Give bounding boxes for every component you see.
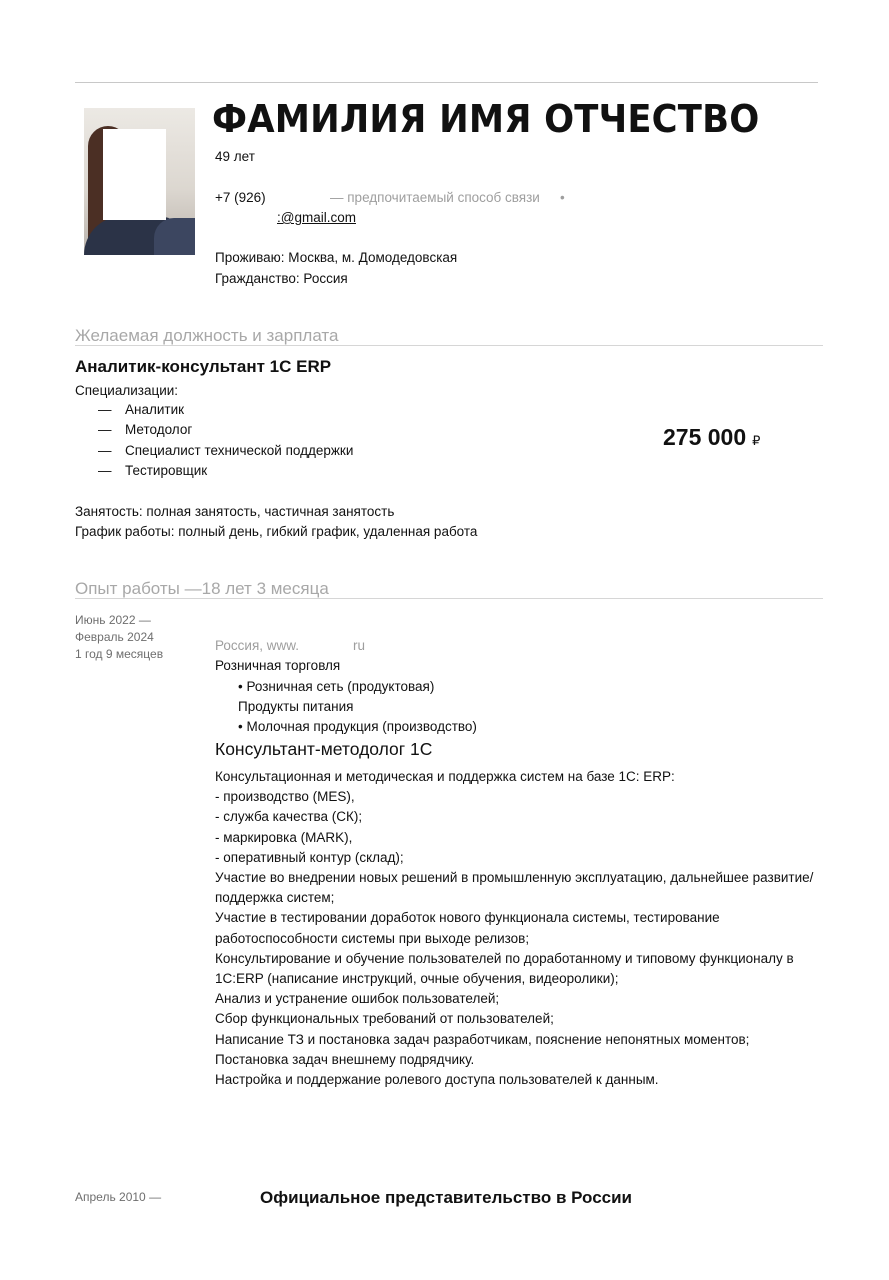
employment: Занятость: полная занятость, частичная занятость — [75, 504, 395, 519]
company-location: Россия, www. — [215, 638, 300, 653]
job-duties — [215, 767, 825, 1090]
duty-line: Написание ТЗ и постановка задач разработчикам, пояснение непонятных моментов; — [215, 1031, 750, 1047]
duty-line: Участие во внедрении новых решений в промышленную эксплуатацию, дальнейшее развитие/поддержка систем; — [215, 870, 814, 906]
schedule: График работы: полный день, гибкий график, удаленная работа — [75, 524, 478, 539]
experience-section-title: Опыт работы —18 лет 3 месяца — [75, 579, 329, 598]
duty-line: Консультационная и методическая и поддержка систем на базе 1С: ERP: — [215, 769, 675, 784]
duty-line: Анализ и устранение ошибок пользователей; — [215, 991, 500, 1007]
phone[interactable]: +7 (926) — [215, 190, 266, 205]
list-item: — Методолог — [98, 422, 193, 438]
duty-line: Постановка задач внешнему подрядчику. — [215, 1051, 475, 1067]
industry-item: Продукты питания — [238, 699, 354, 714]
duty-line: - оперативный контур (склад); — [215, 849, 404, 865]
list-item: — Специалист технической поддержки — [98, 442, 354, 458]
photo-redaction — [103, 129, 166, 220]
salary: 275 000 ₽ — [663, 424, 761, 450]
specializations-label: Специализации: — [75, 383, 179, 398]
job2-company: Официальное представительство в России — [260, 1188, 632, 1207]
email-link[interactable]: :@gmail.com — [277, 210, 356, 225]
company-site-suffix: ru — [353, 638, 366, 653]
desired-section-divider — [75, 345, 823, 346]
desired-section-title: Желаемая должность и зарплата — [75, 326, 339, 345]
citizenship: Гражданство: Россия — [215, 271, 348, 286]
phone-note: — предпочитаемый способ связи — [330, 190, 540, 205]
specializations-list — [98, 400, 353, 482]
duty-line: Консультирование и обучение пользователей по доработанному и типовому функционалу в 1С:ERP (написание инструкций, очные обучения, видеоролики); — [215, 950, 794, 987]
industry-item: • Молочная продукция (производство) — [238, 719, 477, 734]
profile-photo — [84, 108, 195, 255]
currency-symbol: ₽ — [752, 433, 761, 448]
industry-item: • Розничная сеть (продуктовая) — [238, 679, 435, 694]
separator-dot: • — [560, 190, 565, 205]
duty-line: - служба качества (СК); — [215, 809, 363, 825]
desired-position: Аналитик-консультант 1С ERP — [75, 357, 332, 376]
experience-section-divider — [75, 598, 823, 599]
candidate-name: ФАМИЛИЯ ИМЯ ОТЧЕСТВО — [212, 97, 760, 141]
residence: Проживаю: Москва, м. Домодедовская — [215, 250, 458, 265]
duty-line: - производство (MES), — [215, 789, 355, 805]
duty-line: - маркировка (MARK), — [215, 829, 353, 845]
age: 49 лет — [215, 149, 255, 164]
job2-period: Апрель 2010 — — [75, 1190, 162, 1204]
duty-line: Участие в тестировании доработок нового функционала системы, тестирование работоспособности системы при выходе релизов; — [215, 910, 720, 946]
duty-line: Настройка и поддержание ролевого доступа пользователей к данным. — [215, 1072, 659, 1088]
list-item: — Аналитик — [98, 402, 185, 417]
duty-line: Сбор функциональных требований от пользователей; — [215, 1011, 554, 1027]
job-title: Консультант-методолог 1С — [215, 739, 433, 759]
list-item: — Тестировщик — [98, 463, 208, 479]
job-period: Июнь 2022 — Февраль 2024 1 год 9 месяцев — [75, 613, 164, 661]
industry: Розничная торговля — [215, 658, 341, 673]
top-divider — [75, 82, 818, 83]
